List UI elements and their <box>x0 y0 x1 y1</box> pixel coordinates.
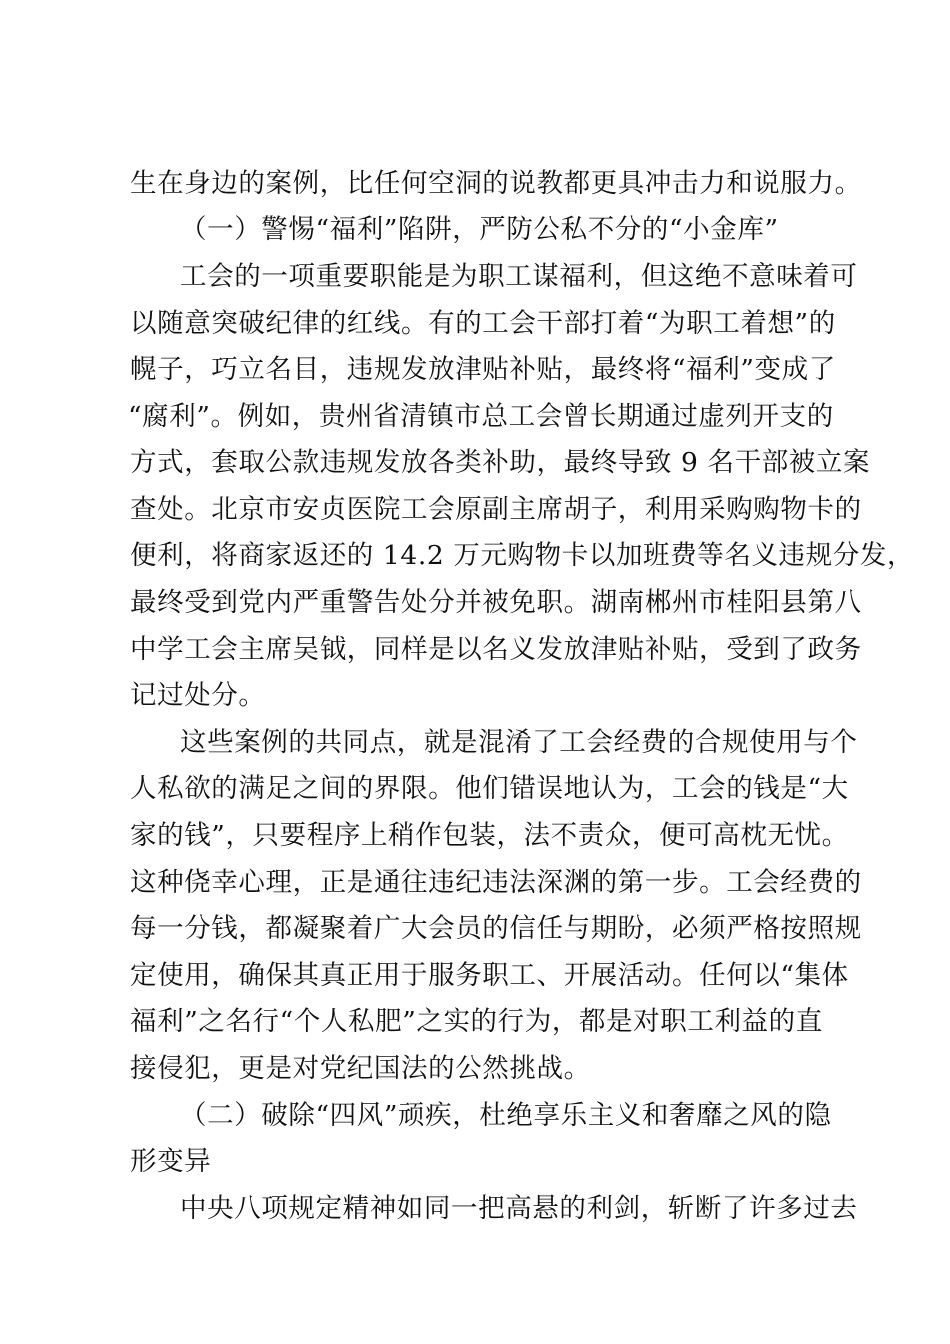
paragraph-line: 每一分钱，都凝聚着广大会员的信任与期盼，必须严格按照规 <box>130 913 862 944</box>
paragraph-line: 定使用，确保其真正用于服务职工、开展活动。任何以“集体 <box>130 960 849 991</box>
paragraph-line: 家的钱”，只要程序上稍作包装，法不责众，便可高枕无忧。 <box>130 820 849 851</box>
paragraph-line: 便利，将商家返还的 14.2 万元购物卡以加班费等名义违规分发， <box>130 540 915 571</box>
section-heading-2: （二）破除“四风”顽疾，杜绝享乐主义和奢靡之风的隐 <box>180 1100 832 1131</box>
paragraph-line: 记过处分。 <box>130 680 266 711</box>
paragraph-line: 人私欲的满足之间的界限。他们错误地认为，工会的钱是“大 <box>130 773 849 804</box>
paragraph-line: 生在身边的案例，比任何空洞的说教都更具冲击力和说服力。 <box>130 168 862 199</box>
paragraph-line: 接侵犯，更是对党纪国法的公然挑战。 <box>130 1053 591 1084</box>
paragraph-line: 查处。北京市安贞医院工会原副主席胡子，利用采购购物卡的 <box>130 494 862 525</box>
paragraph-line: 方式，套取公款违规发放各类补助，最终导致 9 名干部被立案 <box>130 447 871 478</box>
paragraph-line: 工会的一项重要职能是为职工谋福利，但这绝不意味着可 <box>180 261 858 292</box>
section-heading-1: （一）警惕“福利”陷阱，严防公私不分的“小金库” <box>180 214 779 245</box>
paragraph-line: 幌子，巧立名目，违规发放津贴补贴，最终将“福利”变成了 <box>130 354 836 385</box>
paragraph-line: 最终受到党内严重警告处分并被免职。湖南郴州市桂阳县第八 <box>130 587 862 618</box>
paragraph-line: 以随意突破纪律的红线。有的工会干部打着“为职工着想”的 <box>130 308 836 339</box>
paragraph-line: “腐利”。例如，贵州省清镇市总工会曾长期通过虚列开支的 <box>128 401 834 432</box>
paragraph-line: 这些案例的共同点，就是混淆了工会经费的合规使用与个 <box>180 727 858 758</box>
paragraph-line: 中学工会主席吴钺，同样是以名义发放津贴补贴，受到了政务 <box>130 634 862 665</box>
paragraph-line: 福利”之名行“个人私肥”之实的行为，都是对职工利益的直 <box>130 1006 823 1037</box>
paragraph-line: 这种侥幸心理，正是通往违纪违法深渊的第一步。工会经费的 <box>130 867 862 898</box>
paragraph-line: 中央八项规定精神如同一把高悬的利剑，斩断了许多过去 <box>180 1193 858 1224</box>
section-heading-2-continued: 形变异 <box>130 1146 212 1177</box>
